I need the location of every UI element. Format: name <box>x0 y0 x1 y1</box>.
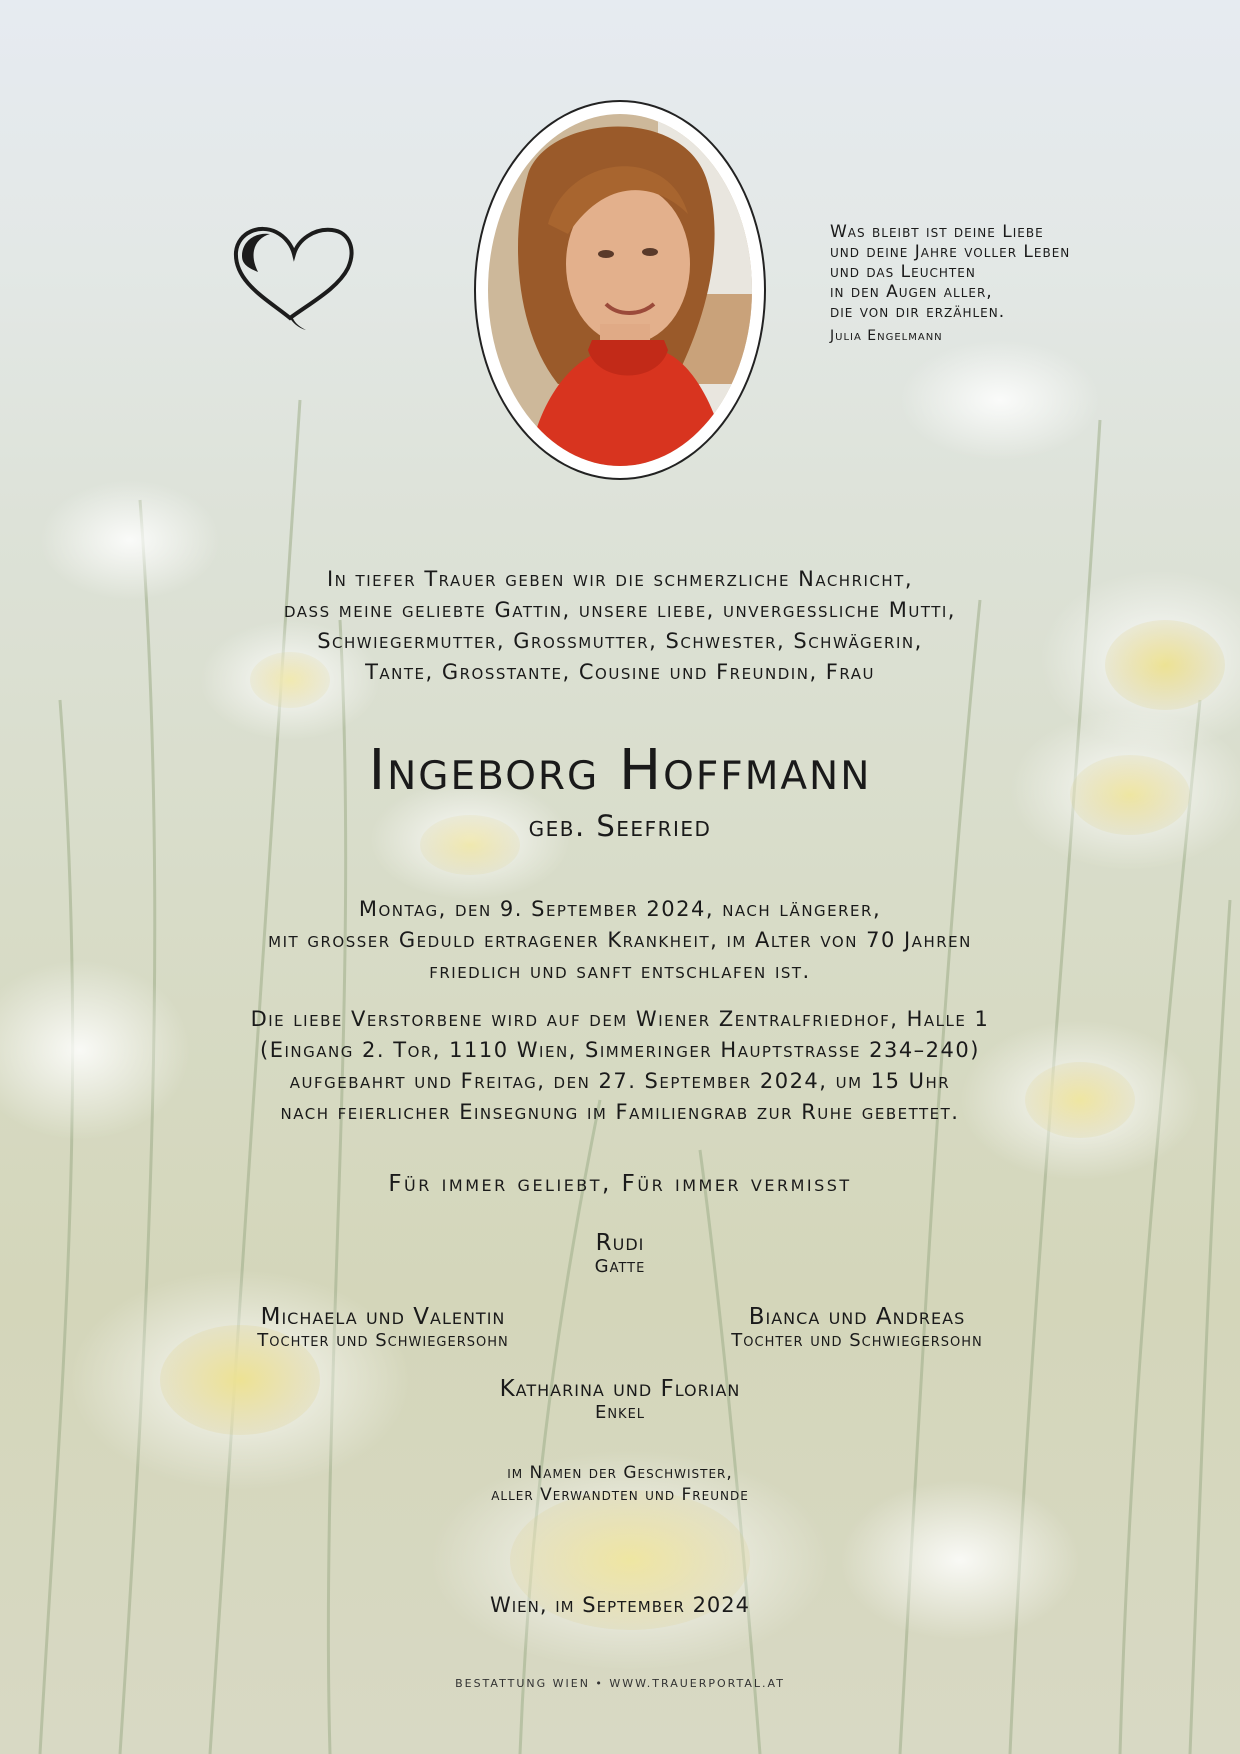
mourner-name: Bianca und Andreas <box>748 1304 966 1330</box>
intro-text <box>0 564 1240 688</box>
mourner-name: Katharina und Florian <box>499 1376 741 1402</box>
quote-line: in den Augen aller, <box>830 282 993 302</box>
intro-line: dass meine geliebte Gattin, unsere liebe, unvergessliche Mutti, <box>284 598 956 622</box>
intro-line: In tiefer Trauer geben wir die schmerzliche Nachricht, <box>326 567 914 591</box>
quote-line: Was bleibt ist deine Liebe <box>830 222 1044 242</box>
funeral-line: (Eingang 2. Tor, 1110 Wien, Simmeringer Hauptstrasse 234–240) <box>260 1038 980 1062</box>
heart-icon <box>228 222 358 332</box>
footer-credit: BESTATTUNG WIEN • WWW.TRAUERPORTAL.AT <box>455 1677 785 1690</box>
quote-line: und das Leuchten <box>830 262 976 282</box>
motto: Für immer geliebt, Für immer vermisst <box>388 1171 852 1197</box>
place-date: Wien, im September 2024 <box>489 1593 751 1617</box>
deceased-name: Ingeborg Hoffmann <box>368 738 872 803</box>
siblings-line: aller Verwandten und Freunde <box>491 1485 749 1505</box>
death-notice-line: mit grosser Geduld ertragener Krankheit, im Alter von 70 Jahren <box>268 928 972 952</box>
mourner-grandchildren <box>0 1376 1240 1424</box>
mourner-role: Enkel <box>594 1402 646 1423</box>
maiden-name: geb. Seefried <box>528 809 712 843</box>
mourner-name: Michaela und Valentin <box>260 1304 506 1330</box>
mourner-role: Tochter und Schwiegersohn <box>731 1330 983 1351</box>
mourner-role: Gatte <box>594 1256 646 1277</box>
death-notice-line: Montag, den 9. September 2024, nach längerer, <box>358 897 882 921</box>
mourner-daughter-1 <box>183 1304 583 1352</box>
quote-line: und deine Jahre voller Leben <box>830 242 1071 262</box>
mourner-name: Rudi <box>595 1230 645 1256</box>
quote-line: die von dir erzählen. <box>830 302 1006 322</box>
mourner-role: Tochter und Schwiegersohn <box>257 1330 509 1351</box>
mourner-daughter-2 <box>657 1304 1057 1352</box>
portrait-photo <box>488 114 752 466</box>
siblings-line: im Namen der Geschwister, <box>507 1463 733 1483</box>
intro-line: Schwiegermutter, Grossmutter, Schwester, Schwägerin, <box>317 629 923 653</box>
mourner-spouse <box>0 1230 1240 1278</box>
funeral-line: nach feierlicher Einsegnung im Familiengrab zur Ruhe gebettet. <box>280 1100 960 1124</box>
quote-block <box>830 222 1170 346</box>
funeral-line: aufgebahrt und Freitag, den 27. September 2024, um 15 Uhr <box>289 1069 951 1093</box>
death-notice <box>0 894 1240 987</box>
intro-line: Tante, Grosstante, Cousine und Freundin, Frau <box>365 660 875 684</box>
death-notice-line: friedlich und sanft entschlafen ist. <box>429 959 811 983</box>
funeral-details <box>0 1004 1240 1128</box>
siblings-note <box>0 1462 1240 1506</box>
funeral-line: Die liebe Verstorbene wird auf dem Wiener Zentralfriedhof, Halle 1 <box>250 1007 990 1031</box>
quote-author: Julia Engelmann <box>830 328 943 344</box>
